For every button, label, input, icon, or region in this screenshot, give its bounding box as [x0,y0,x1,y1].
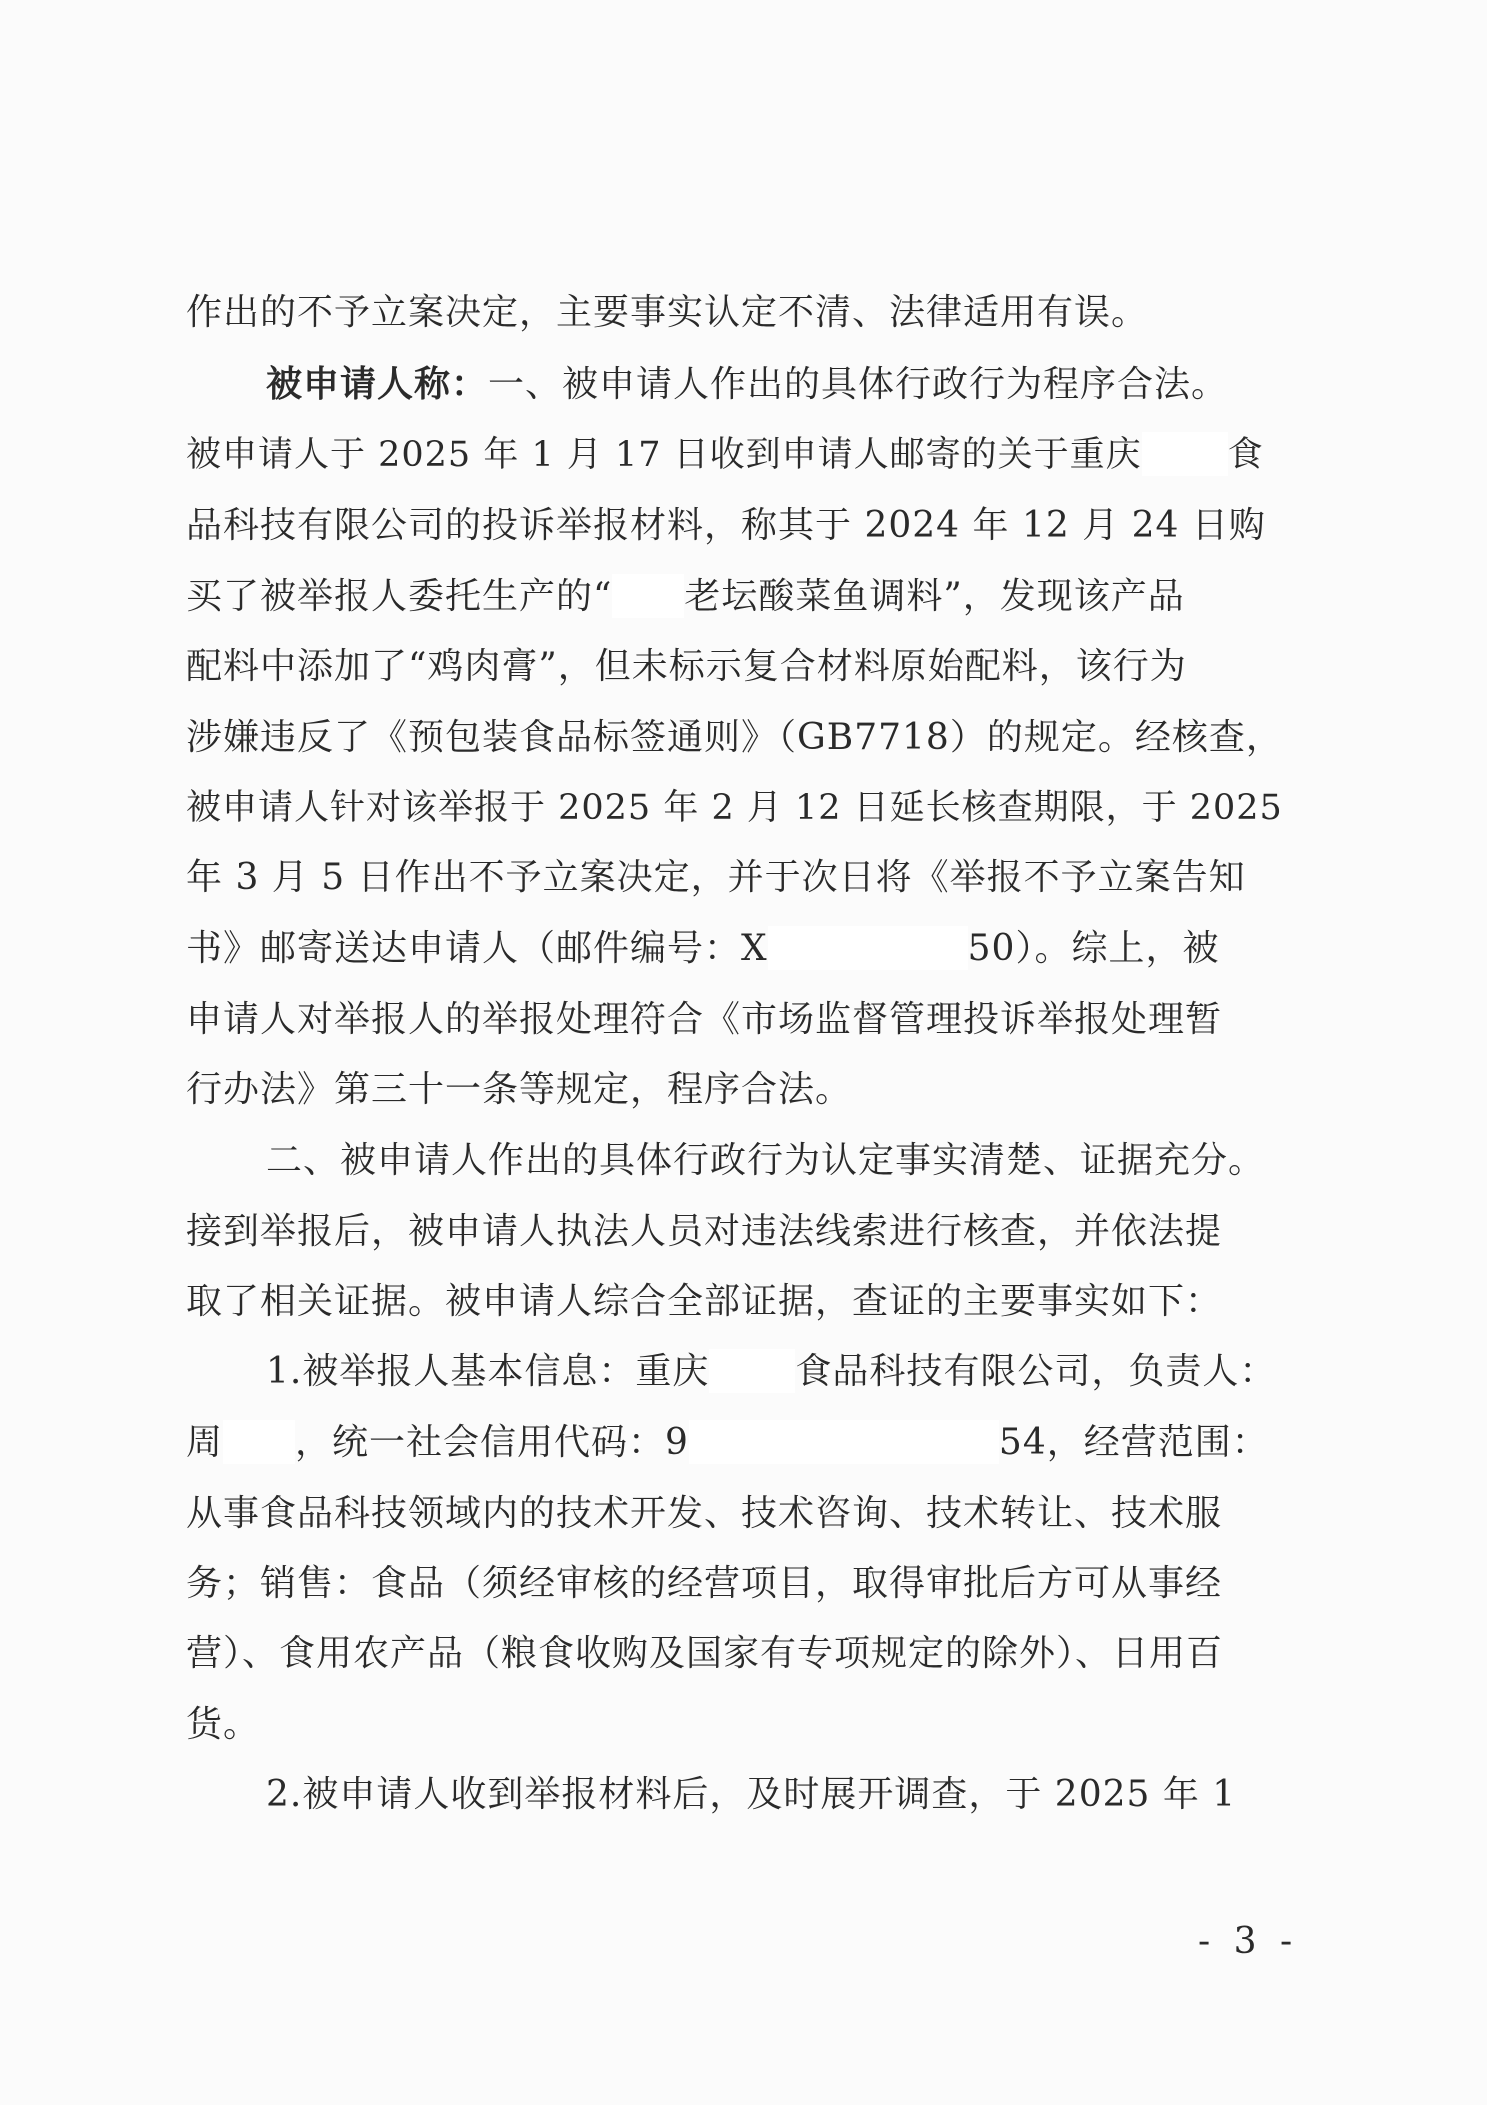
body-line [186,775,1286,841]
line-text: 周 [186,1422,224,1463]
line-text: 54，经营范围： [998,1422,1269,1463]
line-text: 货。 [186,1704,261,1745]
line-text: 一、被申请人作出的具体行政行为程序合法。 [488,364,1229,405]
redaction-box [689,1420,999,1464]
line-text: 营）、食用农产品（粮食收购及国家有专项规定的除外）、日用百 [186,1633,1224,1674]
line-text: ，统一社会信用代码：9 [295,1422,689,1463]
line-text: 50）。综上，被 [967,928,1220,969]
line-text: 食品科技有限公司，负责人： [795,1351,1277,1392]
line-text: 作出的不予立案决定，主要事实认定不清、法律适用有误。 [186,292,1149,333]
body-line [186,1621,1286,1687]
body-line [186,1692,1286,1758]
line-text: 申请人对举报人的举报处理符合《市场监督管理投诉举报处理暂 [186,999,1223,1040]
line-text: 品科技有限公司的投诉举报材料，称其于 2024 年 12 月 24 日购 [186,505,1266,546]
body-line [186,634,1286,700]
body-line [266,1339,1286,1405]
body-line [186,845,1286,911]
line-text: 二、被申请人作出的具体行政行为认定事实清楚、证据充分。 [266,1140,1266,1181]
line-text: 涉嫌违反了《预包装食品标签通则》（GB7718）的规定。经核查， [186,717,1283,758]
body-line [186,564,1286,630]
line-text: 2.被申请人收到举报材料后，及时展开调查，于 2025 年 1 [266,1774,1237,1815]
body-line [186,1269,1286,1335]
line-text: 老坛酸菜鱼调料”，发现该产品 [684,576,1185,617]
body-line [186,1057,1286,1123]
body-line [186,987,1286,1053]
line-text: 书》邮寄送达申请人（邮件编号：X [186,928,768,969]
body-line [186,705,1286,771]
body-line [186,1410,1286,1476]
body-line [186,493,1286,559]
line-text: 务；销售：食品（须经审核的经营项目，取得审批后方可从事经 [186,1563,1223,1604]
redaction-box [223,1420,295,1464]
line-text: 接到举报后，被申请人执法人员对违法线索进行核查，并依法提 [186,1211,1223,1252]
line-text: 1.被举报人基本信息：重庆 [266,1351,710,1392]
line-text: 被申请人于 2025 年 1 月 17 日收到申请人邮寄的关于重庆 [186,435,1142,475]
body-line [186,1199,1286,1265]
body-line [186,916,1286,982]
redaction-box [768,926,968,970]
line-text: 行办法》第三十一条等规定，程序合法。 [186,1069,853,1110]
line-text: 买了被举报人委托生产的“ [186,576,613,617]
body-line [186,1481,1286,1547]
redaction-box [1142,432,1228,476]
body-line [186,422,1286,488]
body-line [186,1551,1286,1617]
redaction-box [612,574,684,618]
body-line [266,352,1286,418]
line-text: 年 3 月 5 日作出不予立案决定，并于次日将《举报不予立案告知 [186,857,1246,898]
redaction-box [709,1349,795,1393]
page-number: - 3 - [1198,1921,1299,1962]
line-text: 从事食品科技领域内的技术开发、技术咨询、技术转让、技术服 [186,1493,1223,1534]
respondent-heading: 被申请人称： [266,364,489,405]
body-line [266,1762,1286,1828]
line-text: 取了相关证据。被申请人综合全部证据，查证的主要事实如下： [186,1281,1223,1322]
body-line [186,280,1286,346]
line-text: 配料中添加了“鸡肉膏”，但未标示复合材料原始配料，该行为 [186,646,1187,687]
body-line [266,1128,1286,1194]
line-text: 被申请人针对该举报于 2025 年 2 月 12 日延长核查期限，于 2025 [186,788,1283,828]
line-text: 食 [1227,435,1264,475]
